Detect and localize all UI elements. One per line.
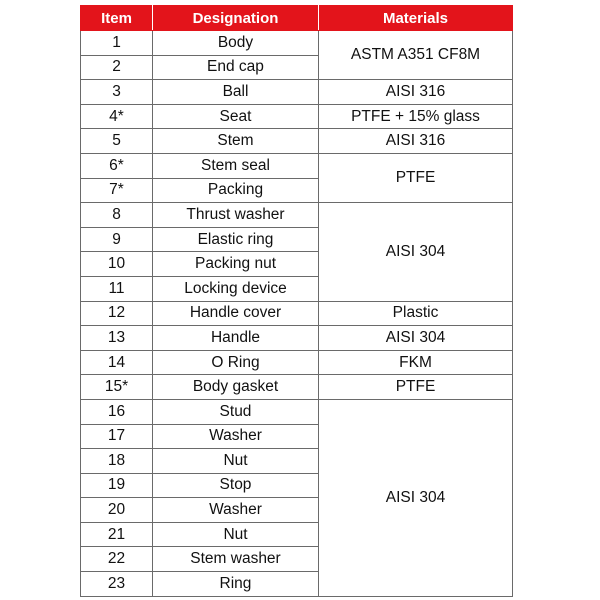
designation: Packing xyxy=(153,178,319,203)
designation: Stem seal xyxy=(153,153,319,178)
material: ASTM A351 CF8M xyxy=(319,31,513,80)
header-item: Item xyxy=(81,6,153,31)
designation: Packing nut xyxy=(153,252,319,277)
table-row xyxy=(81,31,513,56)
table-row xyxy=(81,326,513,351)
designation: Seat xyxy=(153,104,319,129)
designation: Washer xyxy=(153,424,319,449)
designation: Body xyxy=(153,31,319,56)
header-designation: Designation xyxy=(153,6,319,31)
table-row xyxy=(81,80,513,105)
designation: Stem xyxy=(153,129,319,154)
item-number: 3 xyxy=(81,80,153,105)
table-row xyxy=(81,129,513,154)
item-number: 22 xyxy=(81,547,153,572)
material: AISI 304 xyxy=(319,203,513,301)
item-number: 12 xyxy=(81,301,153,326)
item-number: 9 xyxy=(81,227,153,252)
designation: Thrust washer xyxy=(153,203,319,228)
item-number: 14 xyxy=(81,350,153,375)
table-row xyxy=(81,375,513,400)
designation: End cap xyxy=(153,55,319,80)
item-number: 10 xyxy=(81,252,153,277)
table-row xyxy=(81,104,513,129)
designation: Handle cover xyxy=(153,301,319,326)
designation: Locking device xyxy=(153,276,319,301)
material: AISI 316 xyxy=(319,129,513,154)
item-number: 21 xyxy=(81,522,153,547)
designation: Ring xyxy=(153,572,319,597)
designation: Stem washer xyxy=(153,547,319,572)
item-number: 16 xyxy=(81,399,153,424)
table-row xyxy=(81,301,513,326)
designation: Nut xyxy=(153,449,319,474)
material: AISI 316 xyxy=(319,80,513,105)
designation: Handle xyxy=(153,326,319,351)
item-number: 20 xyxy=(81,498,153,523)
designation: Washer xyxy=(153,498,319,523)
material: PTFE + 15% glass xyxy=(319,104,513,129)
designation: Ball xyxy=(153,80,319,105)
material: AISI 304 xyxy=(319,326,513,351)
designation: Stop xyxy=(153,473,319,498)
item-number: 7* xyxy=(81,178,153,203)
designation: Body gasket xyxy=(153,375,319,400)
item-number: 18 xyxy=(81,449,153,474)
item-number: 17 xyxy=(81,424,153,449)
item-number: 2 xyxy=(81,55,153,80)
item-number: 23 xyxy=(81,572,153,597)
item-number: 5 xyxy=(81,129,153,154)
material: PTFE xyxy=(319,375,513,400)
table-row xyxy=(81,399,513,424)
item-number: 19 xyxy=(81,473,153,498)
table-row xyxy=(81,350,513,375)
designation: O Ring xyxy=(153,350,319,375)
table-row xyxy=(81,153,513,178)
table-row xyxy=(81,203,513,228)
item-number: 13 xyxy=(81,326,153,351)
material: PTFE xyxy=(319,153,513,202)
material: Plastic xyxy=(319,301,513,326)
item-number: 6* xyxy=(81,153,153,178)
item-number: 11 xyxy=(81,276,153,301)
designation: Elastic ring xyxy=(153,227,319,252)
item-number: 15* xyxy=(81,375,153,400)
material: AISI 304 xyxy=(319,399,513,596)
designation: Stud xyxy=(153,399,319,424)
materials-table xyxy=(80,5,513,597)
item-number: 8 xyxy=(81,203,153,228)
item-number: 1 xyxy=(81,31,153,56)
header-row xyxy=(81,6,513,31)
designation: Nut xyxy=(153,522,319,547)
header-materials: Materials xyxy=(319,6,513,31)
item-number: 4* xyxy=(81,104,153,129)
material: FKM xyxy=(319,350,513,375)
